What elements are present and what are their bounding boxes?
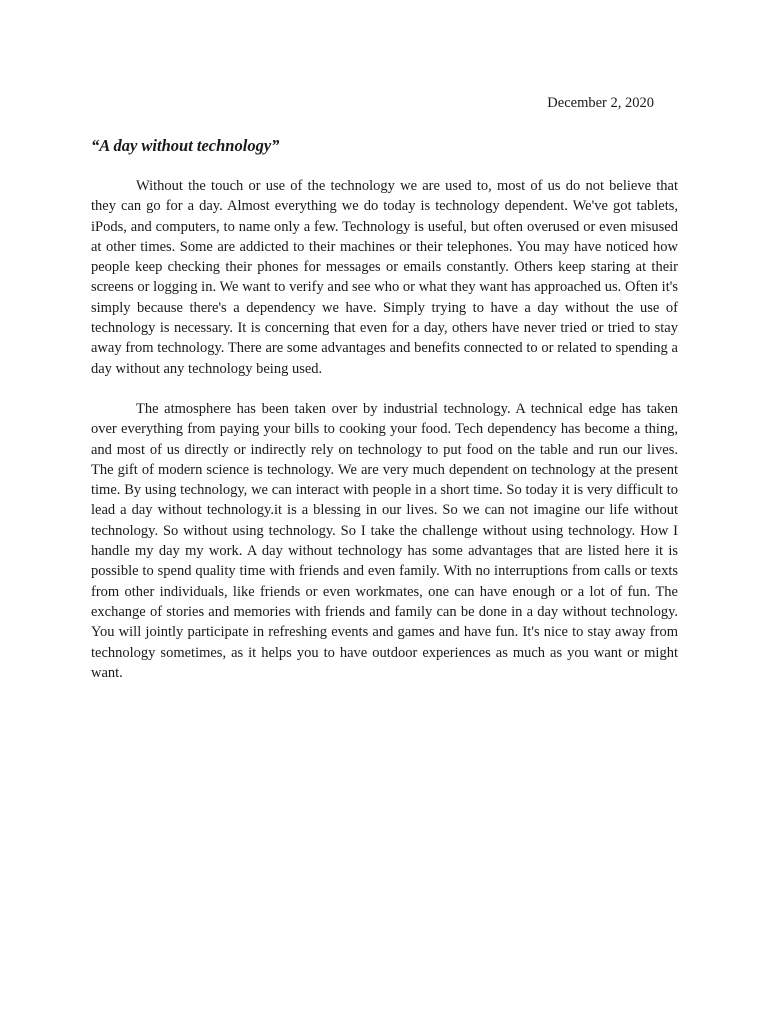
body-paragraph-1: Without the touch or use of the technology we are used to, most of us do not believe that they can go for a day. Almost everything we do today is technology dependent. We've got tablets, iPods, and computers, to name only a few. Technology is useful, but often overused or even misused at other times. Some are addicted to their machines or their telephones. You may have noticed how people keep checking their phones for messages or emails constantly. Others keep staring at their screens or logging in. We want to verify and see who or what they want has approached us. Often it's simply because there's a dependency we have. Simply trying to have a day without the use of technology is necessary. It is concerning that even for a day, others have never tried or tried to stay away from technology. There are some advantages and benefits connected to or related to spending a day without any technology being used. [91,178,678,377]
document-date: December 2, 2020 [547,95,654,111]
document-body [91,176,678,703]
document-title: “A day without technology” [91,136,280,155]
body-paragraph-2: The atmosphere has been taken over by industrial technology. A technical edge has taken over everything from paying your bills to cooking your food. Tech dependency has become a thing, and most of us directly or indirectly rely on technology to put food on the table and run our lives. The gift of modern science is technology. We are very much dependent on technology at the present time. By using technology, we can interact with people in a short time. So today it is very difficult to lead a day without technology.it is a blessing in our lives. So we can not imagine our life without technology. So without using technology. So I take the challenge without using technology. How I handle my day my work. A day without technology has some advantages that are listed here it is possible to spend quality time with friends and even family. With no interruptions from calls or texts from other individuals, like friends or even workmates, one can have enough or a lot of fun. The exchange of stories and memories with friends and family can be done in a day without technology. You will jointly participate in refreshing events and games and have fun. It's nice to stay away from technology sometimes, as it helps you to have outdoor experiences as much as you want or might want. [91,400,678,681]
